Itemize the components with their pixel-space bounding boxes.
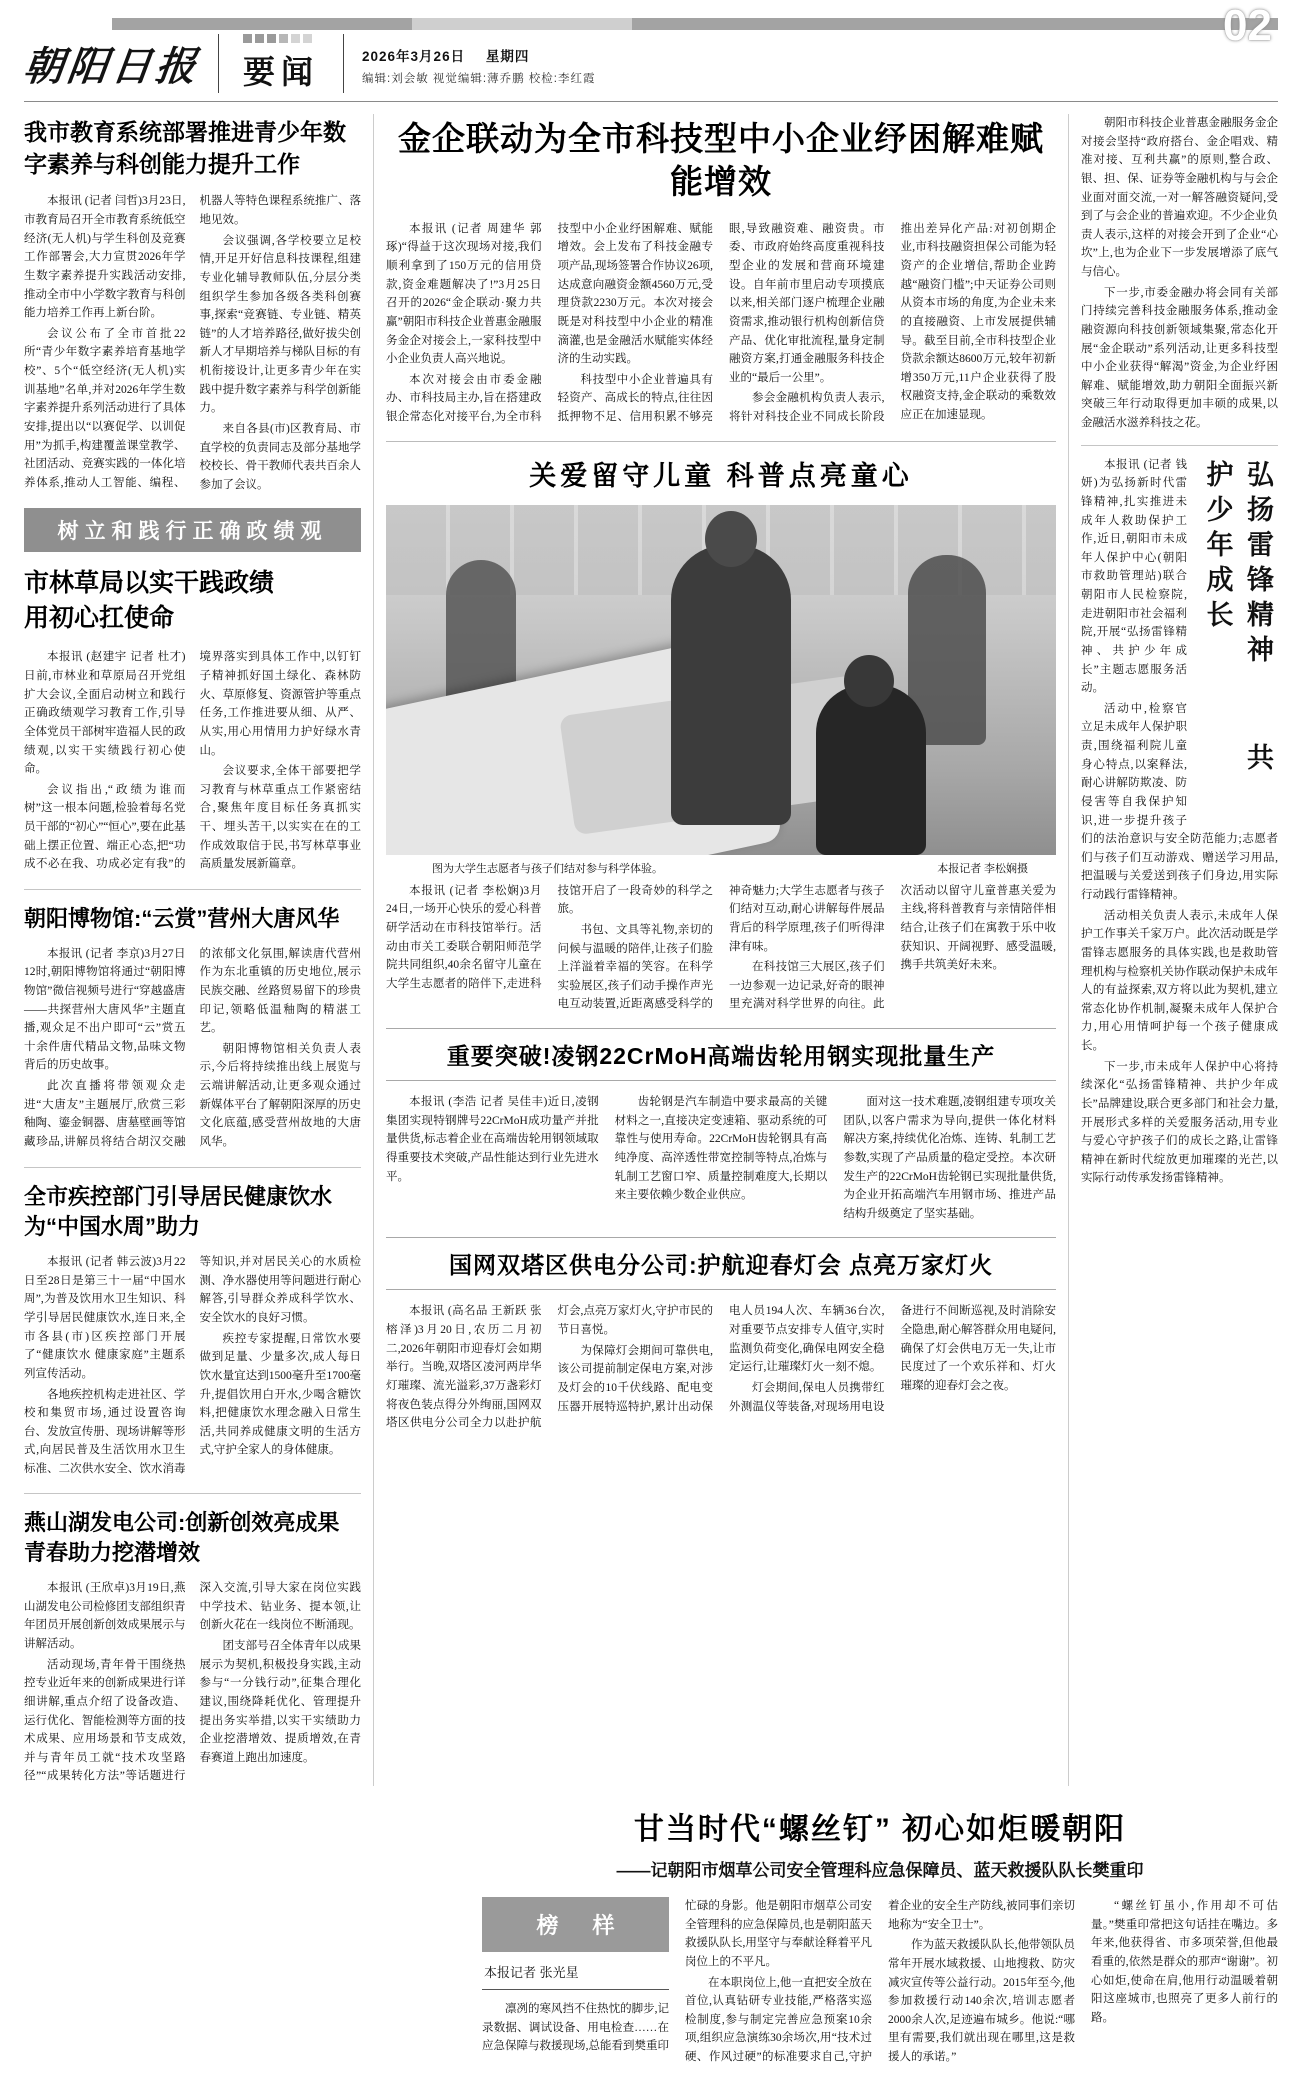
- paragraph: 来自各县(市)区教育局、市直学校的负责同志及部分基地学校校长、骨干教师代表共百余人参加了会议。: [199, 422, 361, 491]
- paragraph: 朝阳博物馆相关负责人表示,今后将持续推出线上展览与云端讲解活动,让更多观众通过新媒体平台了解朝阳深厚的历史文化底蕴,感受营州故地的大唐风华。: [199, 1042, 361, 1148]
- paragraph: 会议指出,“政绩为谁而树”这一根本问题,检验着每名党员干部的“初心”“恒心”,要在此基础上摆正位置、端正心态,把“功成不必在我、功成必定有我”的境界落实到具体工作中,以钉钉子精神抓好国土绿化、森林防火、草原修复、资源管护等重点任务,工作推进要从细、从严、从实,用心用情用力护好绿水青山。: [24, 651, 361, 871]
- paragraph: 活动中,检察官立足未成年人保护职责,围绕福利院儿童身心特点,以案释法,耐心讲解防欺凌、防侵害等自我保护知识,进一步提升孩子们的法治意识与安全防范能力;志愿者们与孩子们互动游戏、赠送学习用品,把温暖与关爱送到孩子们身边,用实际行动践行雷锋精神。: [1081, 702, 1278, 901]
- article-headline: 我市教育系统部署推进青少年数字素养与科创能力提升工作: [24, 119, 346, 178]
- paragraph: 下一步,市委金融办将会同有关部门持续完善科技金融服务体系,推动金融资源向科技创新领域集聚,常态化开展“金企联动”系列活动,让更多科技型中小企业获得“解渴”资金,为企业纾困解难、赋能增效,助力朝阳全面振兴新突破三年行动取得更加丰硕的成果,以金融活水滋养科技之花。: [1081, 286, 1278, 429]
- masthead-divider: [343, 34, 344, 93]
- article-headline: [24, 1182, 361, 1244]
- article-headline: 朝阳博物馆:“云赏”营州大唐风华: [24, 905, 340, 931]
- paragraph: 本报讯 (王欣卓)3月19日,燕山湖发电公司检修团支部组织青年团员开展创新创效成果展示与讲解活动。: [24, 1582, 186, 1651]
- article-leifeng: [1081, 456, 1278, 1188]
- paragraph: 会议要求,全体干部要把学习教育与林草重点工作紧密结合,聚焦年度目标任务真抓实干、埋头苦干,以实实在在的工作成效取信于民,书写林草事业高质量发展新篇章。: [199, 765, 361, 871]
- section-title: 要闻: [243, 54, 320, 90]
- article-forestry: [24, 566, 361, 875]
- date-block: [362, 41, 595, 86]
- paragraph: 在本职岗位上,他一直把安全放在首位,认真钻研专业技能,严格落实巡检制度,参与制定完善应急预案10余项,组织应急演练30余场次,用“技术过硬、作风过硬”的标准要求自己,守护着企业的安全生产防线,被同事们亲切地称为“安全卫士”。: [685, 1900, 1075, 2064]
- paragraph: 齿轮钢是汽车制造中要求最高的关键材料之一,直接决定变速箱、驱动系统的可靠性与使用寿命。22CrMoH齿轮钢具有高纯净度、高淬透性带宽控制等特点,冶炼与轧制工艺窗口窄、质量控制难度大,长期以来主要依赖少数企业供应。: [614, 1096, 828, 1202]
- paragraph: 疾控专家提醒,日常饮水要做到足量、少量多次,成人每日饮水量宜达到1500毫升至1700毫升,提倡饮用白开水,少喝含糖饮料,把健康饮水理念融入日常生活,共同养成健康文明的生活方式,守护全家人的身体健康。: [199, 1332, 361, 1457]
- article-water-week: [24, 1182, 361, 1479]
- headline-line: 燕山湖发电公司:创新创效亮成果: [24, 1509, 340, 1535]
- byline: 本报记者 张光星: [482, 1952, 669, 1990]
- paper-logo: 朝阳日报: [20, 44, 203, 89]
- headline-line: 全市疾控部门引导居民健康饮水: [24, 1183, 333, 1209]
- headline-line: 青春助力挖潜增效: [24, 1540, 201, 1566]
- left-column: [24, 114, 374, 1786]
- article-headline: 金企联动为全市科技型中小企业纾困解难赋能增效: [398, 120, 1044, 200]
- paragraph: 活动现场,青年骨干围绕热控专业近年来的创新成果进行详细讲解,重点介绍了设备改造、运行优化、智能检测等方面的技术成果、应用场景和节支成效,并与青年员工就“技术攻坚路径”“成果转化方法”等话题进行深入交流,引导大家在岗位实践中学技术、钻业务、提本领,让创新火花在一线岗位不断涌现。: [24, 1582, 361, 1783]
- article-body: [482, 1897, 1278, 2067]
- article-body: [24, 945, 361, 1153]
- article-headline: [24, 1508, 361, 1570]
- column-label: 榜 样: [482, 1897, 669, 1952]
- content-grid: [24, 114, 1278, 2067]
- article-power-grid: [386, 1237, 1056, 1432]
- article-subtitle: ——记朝阳市烟草公司安全管理科应急保障员、蓝天救援队队长樊重印: [616, 1861, 1144, 1881]
- article-left-behind-children: [386, 441, 1056, 1014]
- article-headline: 甘当时代“螺丝钉” 初心如炬暖朝阳: [633, 1813, 1127, 1847]
- paragraph: 本报讯 (记者 周建华 郭琢)“得益于这次现场对接,我们顺利拿到了150万元的信用贷款,资金难题解决了!”3月25日召开的2026“金企联动·聚力共赢”朝阳市科技企业普惠金融服务金企对接会上,一家科技型中小企业负责人高兴地说。: [386, 222, 542, 366]
- strip-segment: [412, 18, 632, 30]
- section-block: [237, 34, 325, 93]
- photo-child-silhouette: [816, 685, 926, 855]
- masthead: [20, 1, 1278, 102]
- right-column: [1068, 114, 1278, 1786]
- article-body: [24, 1253, 361, 1479]
- paragraph: 此次直播将带领观众走进“大唐友”主题展厅,欣赏三彩釉陶、鎏金铜器、唐墓壁画等馆藏珍品,讲解员将结合胡汉交融的浓郁文化氛围,解读唐代营州作为东北重镇的历史地位,展示民族交融、丝路贸易留下的珍贵印记,领略低温釉陶的精湛工艺。: [24, 947, 361, 1148]
- paragraph: 下一步,市未成年人保护中心将持续深化“弘扬雷锋精神、共护少年成长”品牌建设,联合更多部门和社会力量,开展形式多样的关爱服务活动,用专业与爱心守护孩子们的成长之路,让雷锋精神在新时代绽放更加璀璨的光芒,以实际行动传承发扬雷锋精神。: [1081, 1060, 1278, 1185]
- article-headline: 重要突破!凌钢22CrMoH高端齿轮用钢实现批量生产: [386, 1028, 1056, 1081]
- article-steel: [386, 1028, 1056, 1223]
- headline-line: 用初心扛使命: [24, 604, 175, 633]
- paragraph: 本报讯 (赵建宇 记者 杜才)日前,市林业和草原局召开党组扩大会议,全面启动树立和践行正确政绩观学习教育工作,引导全体党员干部树牢造福人民的政绩观,以实干实绩践行初心使命。: [24, 651, 186, 776]
- paragraph: 本报讯 (记者 李松娴)3月24日,一场开心快乐的爱心科普研学活动在市科技馆举行。活动由市关工委联合朝阳师范学院共同组织,40余名留守儿童在大学生志愿者的陪伴下,走进科技馆开启了一段奇妙的科学之旅。: [386, 884, 713, 990]
- caption-text: 图为大学生志愿者与孩子们结对参与科学体验。: [432, 862, 663, 875]
- headline-line: 为“中国水周”助力: [24, 1214, 201, 1240]
- article-model-worker: [386, 1802, 1278, 2067]
- headline-line: 市林草局以实干践政绩: [24, 569, 275, 598]
- paragraph: 本次对接会由市委金融办、市科技局主办,旨在搭建政银企常态化对接平台,为全市科技型中小企业纾困解难、赋能增效。会上发布了科技金融专项产品,现场签署合作协议26项,达成意向融资金额4560万元,受理贷款2230万元。本次对接会既是对科技型中小企业的精准滴灌,也是金融活水赋能实体经济的生动实践。: [386, 222, 713, 424]
- paragraph: 灯会期间,保电人员携带红外测温仪等装备,对现场用电设备进行不间断巡视,及时消除安全隐患,耐心解答群众用电疑问,确保了灯会供电万无一失,让市民度过了一个欢乐祥和、灯火璀璨的迎春灯会之夜。: [729, 1305, 1056, 1413]
- finance-continuation: [1081, 114, 1278, 446]
- article-body: [386, 1093, 1056, 1223]
- strip-segment: [112, 18, 412, 30]
- masthead-divider: [218, 34, 219, 93]
- article-education: [24, 116, 361, 494]
- paragraph: 各地疾控机构走进社区、学校和集贸市场,通过设置咨询台、发放宣传册、现场讲解等形式,向居民普及生活饮用水卫生标准、二次供水安全、饮水消毒等知识,并对居民关心的水质检测、净水器使用等问题进行耐心解答,引导群众养成科学饮水、安全饮水的良好习惯。: [24, 1256, 361, 1476]
- article-museum: [24, 904, 361, 1153]
- column-label-block: [482, 1897, 669, 1990]
- paragraph: 本报讯 (记者 钱妍)为弘扬新时代雷锋精神,扎实推进未成年人救助保护工作,近日,朝阳市未成年人保护中心(朝阳市救助管理站)联合朝阳市人民检察院,走进朝阳市社会福利院,开展“弘扬雷锋精神、共护少年成长”主题志愿服务活动。: [1081, 458, 1187, 695]
- divider: [24, 1167, 361, 1168]
- decor-squares-icon: [243, 34, 312, 43]
- middle-column: [386, 114, 1056, 1786]
- paragraph: 科技型中小企业普遍具有轻资产、高成长的特点,往往因抵押物不足、信用积累不够亮眼,导致融资难、融资贵。市委、市政府始终高度重视科技型企业的发展和营商环境建设。自年前市里启动专项摸底以来,相关部门逐户梳理企业融资需求,推动银行机构创新信贷产品、优化审批流程,量身定制融资方案,打通金融服务科技企业的“最后一公里”。: [557, 222, 885, 424]
- photo-caption: [386, 855, 1056, 876]
- paragraph: 朝阳市科技企业普惠金融服务金企对接会坚持“政府搭台、金企唱戏、精准对接、互利共赢”的原则,整合政、银、担、保、证券等金融机构与与会企业面对面交流,一对一解答融资疑问,受到了与会企业的普遍欢迎。不少企业负责人表示,这样的对接会开到了企业“心坎”上,也为企业下一步发展增添了底气与信心。: [1081, 117, 1278, 278]
- editors-line: 编辑:刘会敏 视觉编辑:薄乔鹏 校检:李红霞: [362, 73, 596, 85]
- page-number: 02: [1223, 1, 1272, 50]
- paragraph: 面对这一技术难题,凌钢组建专项攻关团队,以客户需求为导向,提供一体化材料解决方案,持续优化冶炼、连铸、轧制工艺参数,实现了产品质量的稳定受控。本次研发生产的22CrMoH齿轮钢已实现批量供货,为企业开拓高端汽车用钢市场、推进产品结构升级奠定了坚实基础。: [843, 1096, 1056, 1220]
- paragraph: 参会金融机构负责人表示,将针对科技企业不同成长阶段推出差异化产品:对初创期企业,市科技融资担保公司能为轻资产的企业增信,帮助企业跨越“融资门槛”;中天证券公司则从资本市场的角度,为企业未来的直接融资、上市发展提供辅导。截至目前,全市科技型企业贷款余额达8600万元,较年初新增350万元,11户企业获得了股权融资支持,金企联动的乘数效应正在加速显现。: [729, 222, 1056, 424]
- article-headline: 国网双塔区供电分公司:护航迎春灯会 点亮万家灯火: [386, 1237, 1056, 1290]
- paragraph: 本报讯 (记者 闫哲)3月23日,市教育局召开全市教育系统低空经济(无人机)与学生科创及竞赛工作部署会,大力宣贯2026年学生数字素养提升实践活动安排,推动全市中小学数字教育与科创能力培养工作再上新台阶。: [24, 195, 186, 320]
- news-photo-figure: [386, 505, 1056, 876]
- divider: [24, 1493, 361, 1494]
- top-strip: [112, 1, 1278, 50]
- article-body: [24, 192, 361, 494]
- article-power-plant: [24, 1508, 361, 1786]
- paragraph: 凛冽的寒风挡不住热忱的脚步,记录数据、调试设备、用电检查……在应急保障与救援现场,总能看到樊重印忙碌的身影。他是朝阳市烟草公司安全管理科的应急保障员,也是朝阳蓝天救援队队长,用坚守与奉献诠释着平凡岗位上的不平凡。: [482, 1900, 872, 2053]
- date: 2026年3月26日: [362, 49, 466, 64]
- divider: [24, 889, 361, 890]
- article-headline: [24, 566, 361, 636]
- masthead-row: [20, 34, 1278, 93]
- paragraph: 作为蓝天救援队队长,他带领队员常年开展水域救援、山地搜救、防灾减灾宣传等公益行动。2015年至今,他参加救援行动140余次,培训志愿者2000余人次,足迹遍布城乡。他说:“哪里有需要,我们就出现在哪里,这是救援人的承诺。”: [888, 1939, 1075, 2064]
- paragraph: 本报讯 (高名品 王新跃 张榕泽)3月20日,农历二月初二,2026年朝阳市迎春灯会如期举行。当晚,双塔区凌河两岸华灯璀璨、流光溢彩,37万盏彩灯将夜色装点得分外绚丽,国网双塔区供电分公司全力以赴护航灯会,点亮万家灯火,守护市民的节日喜悦。: [386, 1305, 713, 1430]
- strip-segment: [632, 18, 1278, 30]
- paragraph: 本报讯 (李浩 记者 吴佳丰)近日,凌钢集团实现特钢牌号22CrMoH成功量产并批量供货,标志着企业在高端齿轮用钢领域取得重要技术突破,产品性能达到行业先进水平。: [386, 1096, 599, 1183]
- article-body: [386, 1302, 1056, 1432]
- paragraph: 在科技馆三大展区,孩子们一边参观一边记录,好奇的眼神里充满对科学世界的向往。此次活动以留守儿童普惠关爱为主线,将科普教育与亲情陪伴相结合,让孩子们在寓教于乐中收获知识、开阔视野、感受温暖,携手共筑美好未来。: [729, 884, 1056, 1011]
- paragraph: 会议强调,各学校要立足校情,开足开好信息科技课程,组建专业化辅导教师队伍,分层分类组织学生参加各级各类科创赛事,探索“竞赛链、专业链、精英链”的人才培养路径,做好拔尖创新人才早期培养与梯队目标的有机衔接设计,让更多青少年在实践中提升数字素养与科学创新能力。: [199, 234, 361, 415]
- paragraph: 本报讯 (记者 李京)3月27日12时,朝阳博物馆将通过“朝阳博物馆”微信视频号进行“穿越盛唐——共探营州大唐风华”主题直播,观众足不出户即可“云”赏五十余件唐代精品文物,品味文物背后的历史故事。: [24, 947, 186, 1072]
- paragraph: 为保障灯会期间可靠供电,该公司提前制定保电方案,对涉及灯会的10千伏线路、配电变压器开展特巡特护,累计出动保电人员194人次、车辆36台次,对重要节点安排专人值守,实时监测负荷变化,确保电网安全稳定运行,让璀璨灯火一刻不熄。: [557, 1305, 885, 1413]
- weekday: 星期四: [485, 49, 530, 64]
- section-banner: 树立和践行正确政绩观: [24, 508, 361, 552]
- paragraph: 本报讯 (记者 韩云波)3月22日至28日是第三十一届“中国水周”,为普及饮用水卫生知识、科学引导居民健康饮水,连日来,全市各县(市)区疾控部门开展了“健康饮水 健康家庭”主题系列宣传活动。: [24, 1256, 186, 1380]
- article-headline: 关爱留守儿童 科普点亮童心: [529, 460, 913, 491]
- paragraph: “螺丝钉虽小,作用却不可估量。”樊重印常把这句话挂在嘴边。多年来,他获得省、市多项荣誉,但他最看重的,依然是群众的那声“谢谢”。初心如炬,使命在肩,他用行动温暖着朝阳这座城市,也照亮了更多人前行的路。: [1091, 1900, 1278, 2024]
- caption-credit: 本报记者 李松娴摄: [937, 862, 1028, 875]
- article-body: [24, 648, 361, 875]
- paragraph: 会议公布了全市首批22所“青少年数字素养培育基地学校”、5个“低空经济(无人机)实训基地”名单,并对2026年学生数字素养提升系列活动进行了具体安排,提出以“以赛促学、以训促用”为抓手,构建覆盖课堂教学、社团活动、竞赛实践的一体化培养体系,推动人工智能、编程、机器人等特色课程系统推广、落地见效。: [24, 195, 361, 489]
- paragraph: 活动相关负责人表示,未成年人保护工作事关千家万户。此次活动既是学雷锋志愿服务的具体实践,也是救助管理机构与检察机关协作联动保护未成年人的有益探索,双方将以此为契机,建立常态化协作机制,凝聚未成年人保护合力,用心用情呵护每一个孩子健康成长。: [1081, 909, 1278, 1052]
- date-line: [362, 45, 595, 65]
- article-body: [386, 882, 1056, 1014]
- headline-line: 弘扬雷锋精神: [1243, 459, 1273, 670]
- vertical-headline: [1197, 460, 1278, 812]
- paragraph: 团支部号召全体青年以成果展示为契机,积极投身实践,主动参与“一分钱行动”,征集合理化建议,围绕降耗优化、管理提升提出务实举措,以实干实绩助力企业挖潜增效、提质增效,在青春赛道上跑出加速度。: [199, 1640, 361, 1764]
- article-body: [386, 220, 1056, 427]
- paragraph: 书包、文具等礼物,亲切的问候与温暖的陪伴,让孩子们脸上洋溢着幸福的笑容。在科学实验展区,孩子们动手操作声光电互动装置,近距离感受科学的神奇魅力;大学生志愿者与孩子们结对互动,耐心讲解每件展品背后的科学原理,孩子们听得津津有味。: [557, 884, 885, 1011]
- article-finance: [386, 118, 1056, 427]
- news-photo: [386, 505, 1056, 855]
- headline-line: 共护少年成长: [1202, 459, 1273, 779]
- photo-volunteer-silhouette: [671, 545, 791, 825]
- article-body: [24, 1579, 361, 1786]
